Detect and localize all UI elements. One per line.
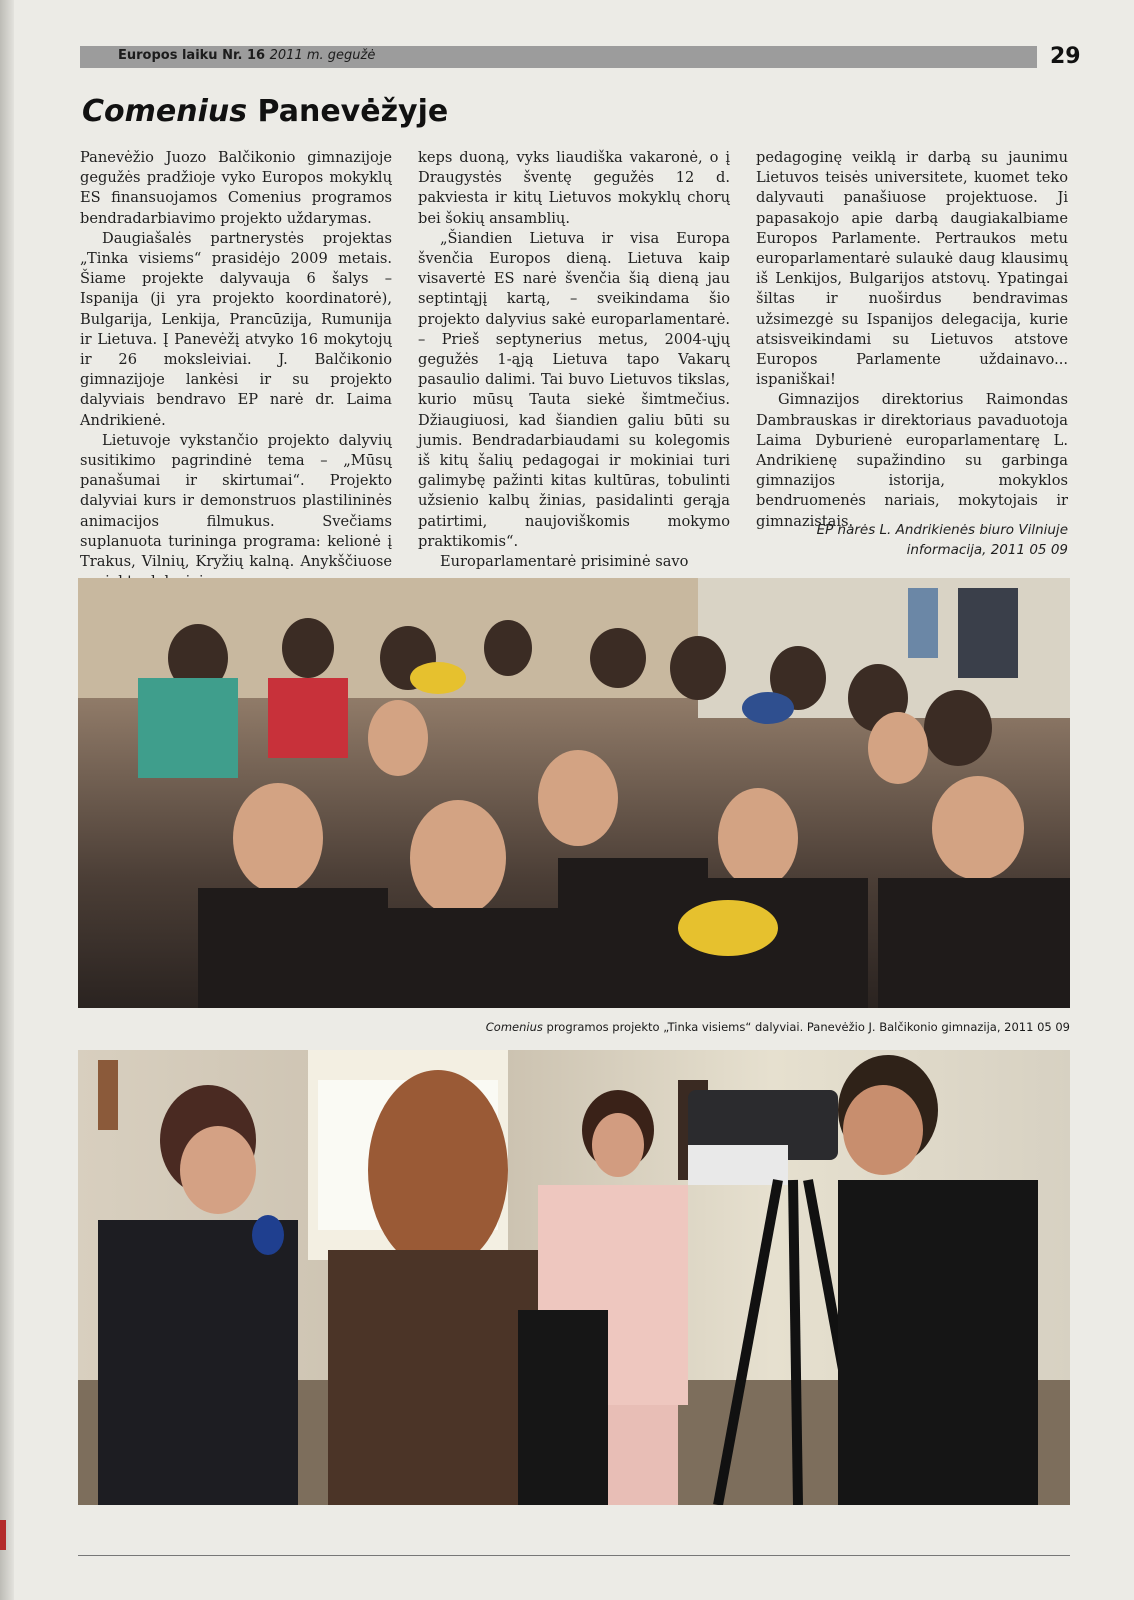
audience-photo	[78, 578, 1070, 1008]
audience-photo-illustration	[78, 578, 1070, 1008]
caption-text: programos projekto „Tinka visiems“ dalyviai. Panevėžio J. Balčikonio gimnazija, 2011 05 09	[542, 1020, 1070, 1034]
article-title	[82, 94, 448, 129]
paragraph: Europarlamentarė prisiminė savo	[440, 553, 689, 571]
article-title-italic: Comenius	[82, 94, 248, 129]
article-column-3	[756, 148, 1068, 532]
page-number: 29	[1050, 44, 1081, 69]
article-title-rest: Panevėžyje	[247, 94, 449, 129]
paragraph: pedagoginę veiklą ir darbą su jaunimu Lietuvos teisės universitete, kuomet teko dalyvauti panašiuose projektuose. Ji papasakojo apie darbą daugiakalbiame Europos Parlamente. Pertraukos metu europarlamentarė sulaukė daug klausimų iš Lenkijos, Bulgarijos atstovų. Ypatingai šiltas ir nuoširdus bendravimas užsimezgė su Ispanijos delegacija, kurie atsisveikindami su Lietuvos atstove Europos Parlamente uždainavo... ispaniškai!	[756, 149, 1068, 389]
publication-name: Europos laiku Nr. 16	[118, 48, 266, 63]
bottom-rule	[78, 1555, 1070, 1556]
interview-photo-illustration	[78, 1050, 1070, 1505]
article-column-1	[80, 148, 392, 592]
page-spine-shadow	[0, 0, 14, 1600]
paragraph: Daugiašalės partnerystės projektas „Tinka visiems“ prasidėjo 2009 metais. Šiame projekte dalyvauja 6 šalys – Ispanija (ji yra projekto koordinatorė), Bulgarija, Lenkija, Prancūzija, Rumunija ir Lietuva. Į Panevėžį atvyko 16 mokytojų ir 26 moksleiviai. J. Balčikonio gimnazijoje lankėsi ir su projekto dalyviais bendravo EP narė dr. Laima Andrikienė.	[80, 229, 392, 429]
paragraph: Panevėžio Juozo Balčikonio gimnazijoje gegužės pradžioje vyko Europos mokyklų ES finansuojamos Comenius programos bendradarbiavimo projekto uždarymas.	[80, 149, 392, 227]
paragraph: „Šiandien Lietuva ir visa Europa švenčia Europos dieną. Lietuva kaip visavertė ES narė švenčia šią dieną jau septintąjį kartą, – sveikindama šio projekto dalyvius sakė europarlamentarė. – Prieš septynerius metus, 2004-ųjų gegužės 1-ąją Lietuva tapo Vakarų pasaulio dalimi. Tai buvo Lietuvos tikslas, kurio mūsų Tauta siekė šimtmečius. Džiaugiuosi, kad šiandien galiu būti su jumis. Bendradarbiaudami su kolegomis iš kitų šalių pedagogai ir mokiniai turi galimybę pažinti kitas kultūras, tobulinti užsienio kalbų žinias, pasidalinti gerąja patirtimi, naujoviškomis mokymo praktikomis“.	[418, 229, 730, 550]
running-header	[80, 46, 1037, 68]
edge-color-mark	[0, 1520, 6, 1550]
paragraph: Lietuvoje vykstančio projekto dalyvių susitikimo pagrindinė tema – „Mūsų panašumai ir skirtumai“. Projekto dalyviai kurs ir demonstruos plastilininės animacijos filmukus. Svečiams suplanuota turininga programa: kelionė į Trakus, Vilnių, Kryžių kalną. Anykščiuose	[80, 431, 392, 571]
signature-line: informacija, 2011 05 09	[906, 542, 1068, 558]
paragraph: Gimnazijos direktorius Raimondas Dambrauskas ir direktoriaus pavaduotoja Laima Dyburienė europarlamentarę L. Andrikienę supažindino su garbinga gimnazijos istorija, mokyklos bendruomenės nariais, mokytojais ir gimnazistais.	[756, 391, 1068, 530]
signature-line: EP narės L. Andrikienės biuro Vilniuje	[816, 522, 1068, 538]
interview-photo	[78, 1050, 1070, 1505]
article-signature	[756, 520, 1068, 560]
article-column-2	[418, 148, 730, 572]
photo-caption	[78, 1020, 1070, 1034]
paragraph: keps duoną, vyks liaudiška vakaronė, o į Draugystės šventę gegužės 12 d. pakviesta ir kitų Lietuvos mokyklų chorų bei šokių ansamblių.	[418, 149, 730, 227]
issue-date: 2011 m. gegužė	[269, 48, 376, 63]
caption-italic: Comenius	[485, 1020, 543, 1034]
